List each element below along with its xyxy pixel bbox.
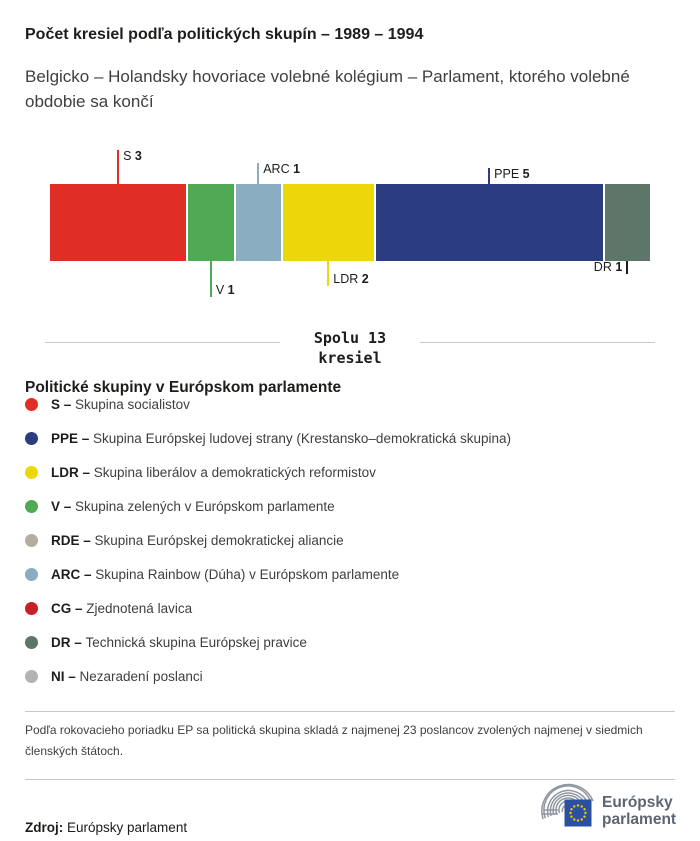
footnote-divider-top <box>25 711 675 712</box>
bar-segment-ppe[interactable] <box>376 184 603 261</box>
legend-label-ppe: PPE – Skupina Európskej ludovej strany (Krestansko–demokratická skupina) <box>51 430 511 446</box>
callout-line-ldr <box>327 261 329 286</box>
callout-label-dr: DR 1 <box>593 260 623 274</box>
legend-heading: Politické skupiny v Európskom parlamente <box>25 379 342 396</box>
legend-list <box>25 387 675 693</box>
legend-label-ldr: LDR – Skupina liberálov a demokratických reformistov <box>51 464 376 480</box>
source-line <box>25 820 187 835</box>
total-line-1: Spolu 13 <box>313 329 387 347</box>
source-value: Európsky parlament <box>67 820 188 835</box>
legend-item-ppe <box>25 421 675 455</box>
legend-label-v: V – Skupina zelených v Európskom parlamente <box>51 498 335 514</box>
legend-dot-arc <box>25 568 38 581</box>
total-divider-left <box>45 342 280 343</box>
callout-label-s: S 3 <box>123 149 142 163</box>
source-label: Zdroj: <box>25 820 64 835</box>
bar-segment-s[interactable] <box>50 184 186 261</box>
legend-label-arc: ARC – Skupina Rainbow (Dúha) v Európskom parlamente <box>51 566 400 582</box>
legend-dot-ni <box>25 670 38 683</box>
legend-label-dr: DR – Technická skupina Európskej pravice <box>51 634 307 650</box>
legend-dot-rde <box>25 534 38 547</box>
callout-line-v <box>210 261 212 297</box>
logo-text-line1: Európsky <box>602 794 673 811</box>
seats-chart <box>50 150 650 320</box>
callout-label-v: V 1 <box>215 283 235 297</box>
footnote-divider-bottom <box>25 779 675 780</box>
bar-segment-v[interactable] <box>188 184 233 261</box>
legend-dot-s <box>25 398 38 411</box>
total-seats-label <box>280 329 420 368</box>
bar-segment-dr[interactable] <box>605 184 650 261</box>
callout-line-dr <box>626 261 628 274</box>
legend-label-cg: CG – Zjednotená lavica <box>51 600 193 616</box>
footnote-text: Podľa rokovacieho poriadku EP sa politická skupina skladá z najmenej 23 poslancov zvolených najmenej v siedmich členských štátoch. <box>25 723 643 758</box>
callout-label-ppe: PPE 5 <box>494 167 530 181</box>
legend-dot-ldr <box>25 466 38 479</box>
legend-item-dr <box>25 625 675 659</box>
callout-label-arc: ARC 1 <box>263 162 301 176</box>
callout-line-ppe <box>488 168 490 184</box>
page-subtitle: Belgicko – Holandsky hovoriace volebné kolégium – Parlament, ktorého volebné obdobie sa končí <box>25 67 630 111</box>
callout-label-ldr: LDR 2 <box>333 272 369 286</box>
page-title: Počet kresiel podľa politických skupín – 1989 – 1994 <box>25 26 424 43</box>
legend-item-cg <box>25 591 675 625</box>
bar-segment-arc[interactable] <box>236 184 281 261</box>
total-line-2: kresiel <box>318 348 382 367</box>
legend-dot-ppe <box>25 432 38 445</box>
legend-label-s: S – Skupina socialistov <box>51 396 190 412</box>
eu-flag-icon <box>565 800 592 827</box>
legend-item-arc <box>25 557 675 591</box>
legend-dot-v <box>25 500 38 513</box>
callout-line-s <box>117 150 119 184</box>
total-row <box>45 329 655 368</box>
bar-segment-ldr[interactable] <box>283 184 374 261</box>
logo-text-line2: parlament <box>602 811 677 828</box>
legend-dot-dr <box>25 636 38 649</box>
legend-label-ni: NI – Nezaradení poslanci <box>51 668 203 684</box>
european-parliament-hemicycle-icon <box>528 783 678 837</box>
total-divider-right <box>420 342 655 343</box>
legend-item-rde <box>25 523 675 557</box>
legend-dot-cg <box>25 602 38 615</box>
legend-label-rde: RDE – Skupina Európskej demokratickej aliancie <box>51 532 344 548</box>
callout-line-arc <box>257 163 259 184</box>
legend-item-ldr <box>25 455 675 489</box>
legend-item-ni <box>25 659 675 693</box>
legend-item-s <box>25 387 675 421</box>
legend-item-v <box>25 489 675 523</box>
stacked-bar <box>50 184 650 261</box>
